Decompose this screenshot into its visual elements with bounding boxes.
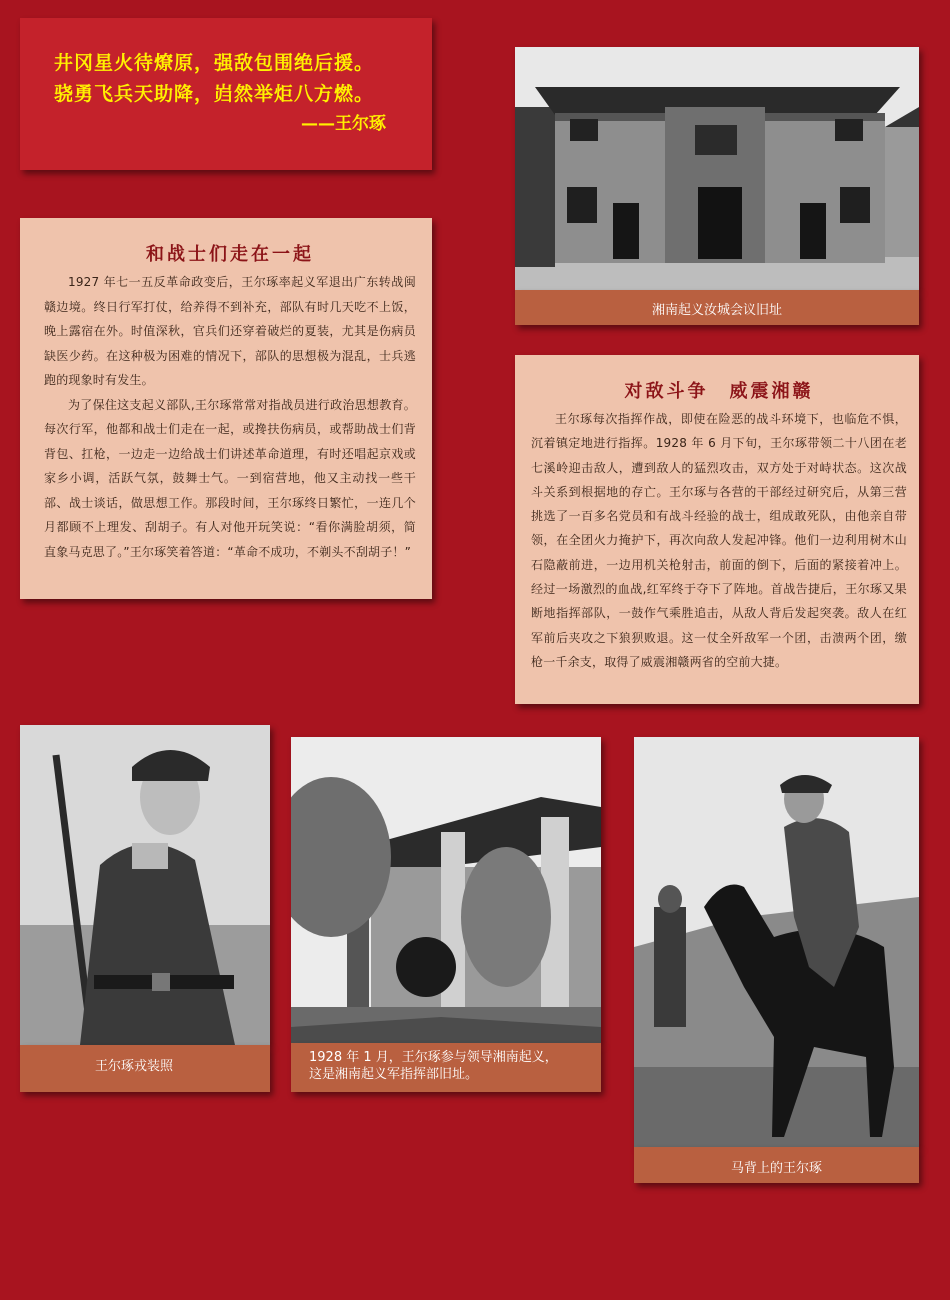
battle-panel-title: 对敌斗争 威震湘赣: [624, 381, 814, 402]
horseback-photo: [634, 737, 919, 1147]
uniform-portrait-caption: [20, 1045, 270, 1092]
horseback-caption: [634, 1147, 919, 1183]
headquarters-caption-line-1: 1928 年 1 月，王尔琢参与领导湘南起义，: [309, 1050, 558, 1065]
march-panel-paragraph-1: 1927 年七一五反革命政变后，王尔琢率起义军退出广东转战闽赣边境。终日行军打仗，给养得不到补充，部队有时几天吃不上饭，晚上露宿在外。时值深秋，官兵们还穿着破烂的夏装，尤其是伤病员缺医少药。在这种极为困难的情况下，部队的思想极为混乱，士兵逃跑的现象时有发生。: [44, 275, 416, 387]
meeting-site-caption: [515, 290, 919, 325]
poem-box: [20, 18, 432, 170]
march-panel-title: 和战士们走在一起: [146, 244, 314, 265]
poem-line-1: 井冈星火待燎原，强敌包围绝后援。: [54, 52, 375, 74]
battle-panel-paragraph: 王尔琢每次指挥作战，即使在险恶的战斗环境下，也临危不惧，沉着镇定地进行指挥。1928 年 6 月下旬，王尔琢带领二十八团在老七溪岭迎击敌人，遭到敌人的猛烈攻击，双方处于对峙状态。这次战斗关系到根据地的存亡。王尔琢与各营的干部经过研究后，从第三营挑选了一百多名党员和有战斗经验的战士，组成敢死队，由他亲自带领，在全团火力掩护下，再次向敌人发起冲锋。他们一边利用树木山石隐蔽前进，一边用机关枪射击，前面的倒下，后面的紧接着冲上。经过一场激烈的血战,红军终于夺下了阵地。首战告捷后，王尔琢又果断地指挥部队，一鼓作气乘胜追击，从敌人背后发起突袭。敌人在红军前后夹攻之下狼狈败退。这一仗全歼敌军一个团，击溃两个团，缴枪一千余支，取得了威震湘赣两省的空前大捷。: [531, 412, 907, 669]
march-with-soldiers-panel: [20, 218, 432, 599]
horseback-caption-text: 马背上的王尔琢: [730, 1161, 822, 1176]
meeting-site-photo: [515, 47, 919, 290]
uniform-portrait-photo: [20, 725, 270, 1045]
poem-line-2: 骁勇飞兵天助降，岿然举炬八方燃。: [54, 83, 375, 105]
uniform-portrait-caption-text: 王尔琢戎装照: [95, 1059, 174, 1074]
headquarters-site-caption: [291, 1043, 601, 1092]
meeting-site-caption-text: 湘南起义汝城会议旧址: [651, 303, 782, 318]
battle-panel: [515, 355, 919, 704]
poem-author: ——王尔琢: [301, 114, 386, 134]
march-panel-paragraph-2: 为了保住这支起义部队,王尔琢常常对指战员进行政治思想教育。每次行军，他都和战士们走在一起，或搀扶伤病员，或帮助战士们背背包、扛枪，一边走一边给战士们讲述革命道理，有时还唱起京戏或家乡小调，活跃气氛，鼓舞士气。一到宿营地，他又主动找一些干部、战士谈话，做思想工作。那段时间，王尔琢终日繁忙，一连几个月都顾不上理发、刮胡子。有人对他开玩笑说：“看你满脸胡须，简直象马克思了。”王尔琢笑着答道：“革命不成功，不剃头不刮胡子！”: [44, 397, 416, 559]
headquarters-site-photo: [291, 737, 601, 1043]
headquarters-caption-line-2: 这是湘南起义军指挥部旧址。: [309, 1067, 479, 1082]
